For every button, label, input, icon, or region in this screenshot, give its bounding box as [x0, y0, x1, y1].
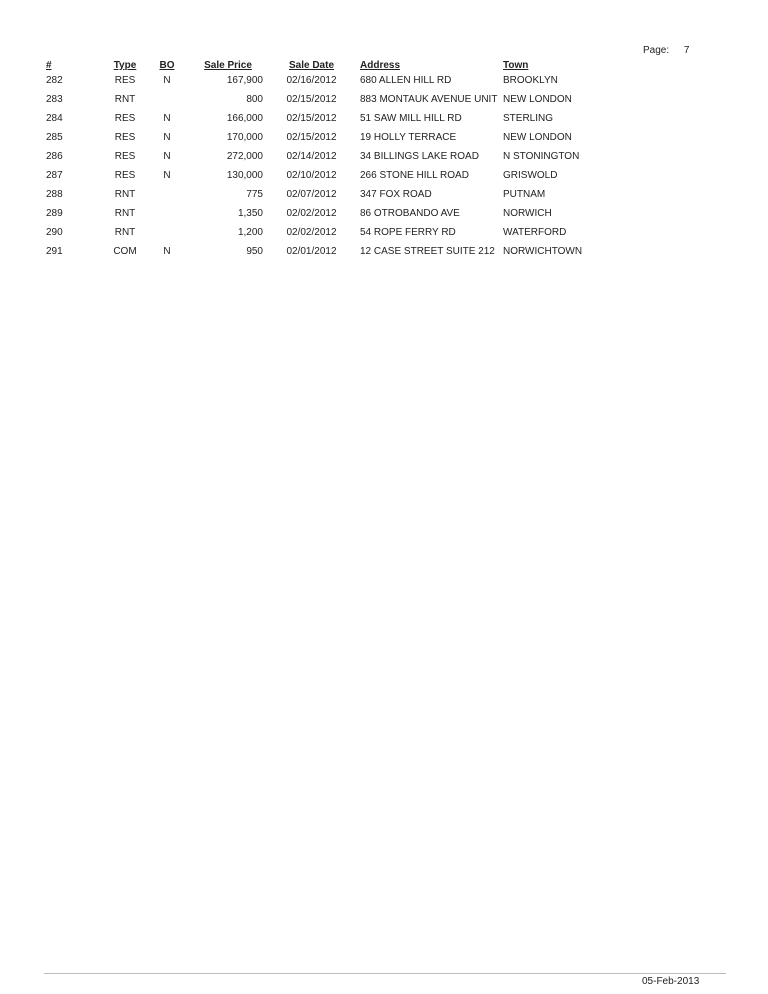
cell-bo	[149, 223, 185, 242]
cell-bo	[149, 185, 185, 204]
table-row	[40, 90, 603, 109]
cell-num: 288	[46, 189, 63, 200]
cell-bo	[149, 90, 185, 109]
cell-town: NEW LONDON	[503, 94, 572, 105]
cell-num: 287	[46, 170, 63, 181]
cell-sale-date: 02/15/2012	[286, 132, 337, 143]
cell-sale-date: 02/15/2012	[286, 113, 337, 124]
header-row	[40, 57, 603, 71]
cell-town: NEW LONDON	[503, 132, 572, 143]
footer-date: 05-Feb-2013	[642, 976, 700, 987]
table-row	[40, 242, 603, 261]
table-row	[40, 147, 603, 166]
cell-sale-date: 02/15/2012	[286, 94, 337, 105]
cell-type: RNT	[114, 227, 136, 238]
cell-bo: N	[163, 246, 171, 257]
cell-address: 347 FOX ROAD	[360, 189, 432, 200]
cell-type: RES	[114, 132, 136, 143]
table-row	[40, 71, 603, 90]
table-row	[40, 166, 603, 185]
header-sale-price: Sale Price	[204, 60, 252, 71]
cell-type: RNT	[114, 94, 136, 105]
cell-sale-date: 02/14/2012	[286, 151, 337, 162]
cell-town: STERLING	[503, 113, 554, 124]
cell-type: RES	[114, 170, 136, 181]
cell-sale-date: 02/02/2012	[286, 208, 337, 219]
table-row	[40, 223, 603, 242]
cell-bo: N	[163, 170, 171, 181]
cell-sale-date: 02/07/2012	[286, 189, 337, 200]
cell-town: PUTNAM	[503, 189, 546, 200]
table-row	[40, 204, 603, 223]
cell-address: 883 MONTAUK AVENUE UNIT	[360, 94, 498, 105]
cell-sale-price: 1,200	[237, 227, 263, 238]
cell-town: N STONINGTON	[503, 151, 580, 162]
cell-address: 54 ROPE FERRY RD	[360, 227, 456, 238]
cell-sale-date: 02/10/2012	[286, 170, 337, 181]
cell-address: 19 HOLLY TERRACE	[360, 132, 457, 143]
cell-sale-price: 170,000	[226, 132, 263, 143]
cell-bo	[149, 204, 185, 223]
cell-sale-price: 950	[246, 246, 263, 257]
header-bo: BO	[159, 60, 175, 71]
cell-num: 286	[46, 151, 63, 162]
cell-sale-price: 166,000	[226, 113, 263, 124]
cell-address: 34 BILLINGS LAKE ROAD	[360, 151, 479, 162]
cell-town: NORWICHTOWN	[503, 246, 583, 257]
header-town: Town	[503, 60, 529, 71]
cell-sale-price: 272,000	[226, 151, 263, 162]
cell-type: RES	[114, 113, 136, 124]
sales-table	[40, 57, 603, 261]
cell-sale-price: 1,350	[237, 208, 263, 219]
cell-type: RES	[114, 151, 136, 162]
table-row	[40, 109, 603, 128]
header-sale-date: Sale Date	[288, 60, 335, 71]
cell-type: RNT	[114, 208, 136, 219]
cell-num: 290	[46, 227, 63, 238]
cell-address: 680 ALLEN HILL RD	[360, 75, 452, 86]
cell-type: RNT	[114, 189, 136, 200]
cell-num: 291	[46, 246, 63, 257]
table-row	[40, 128, 603, 147]
cell-town: BROOKLYN	[503, 75, 558, 86]
cell-sale-price: 130,000	[226, 170, 263, 181]
header-type: Type	[113, 60, 137, 71]
cell-num: 283	[46, 94, 63, 105]
cell-bo: N	[163, 151, 171, 162]
cell-address: 12 CASE STREET SUITE 212	[360, 246, 495, 257]
cell-address: 86 OTROBANDO AVE	[360, 208, 460, 219]
page-number: 7	[683, 45, 690, 56]
page-indicator	[643, 45, 689, 56]
cell-sale-date: 02/01/2012	[286, 246, 337, 257]
cell-address: 266 STONE HILL ROAD	[360, 170, 469, 181]
cell-bo: N	[163, 113, 171, 124]
cell-bo: N	[163, 132, 171, 143]
cell-sale-date: 02/16/2012	[286, 75, 337, 86]
footer-divider	[44, 973, 726, 974]
table-body	[40, 71, 603, 261]
cell-town: NORWICH	[503, 208, 552, 219]
page-label: Page:	[643, 45, 670, 56]
header-num: #	[46, 60, 52, 71]
table-header	[40, 57, 603, 71]
cell-sale-price: 167,900	[226, 75, 263, 86]
cell-sale-date: 02/02/2012	[286, 227, 337, 238]
cell-town: GRISWOLD	[503, 170, 558, 181]
header-address: Address	[360, 60, 401, 71]
cell-type: COM	[113, 246, 137, 257]
table-row	[40, 185, 603, 204]
cell-sale-price: 775	[246, 189, 263, 200]
cell-bo: N	[163, 75, 171, 86]
cell-sale-price: 800	[246, 94, 263, 105]
cell-num: 284	[46, 113, 63, 124]
cell-address: 51 SAW MILL HILL RD	[360, 113, 462, 124]
cell-num: 289	[46, 208, 63, 219]
cell-num: 282	[46, 75, 63, 86]
cell-type: RES	[114, 75, 136, 86]
cell-num: 285	[46, 132, 63, 143]
cell-town: WATERFORD	[503, 227, 567, 238]
